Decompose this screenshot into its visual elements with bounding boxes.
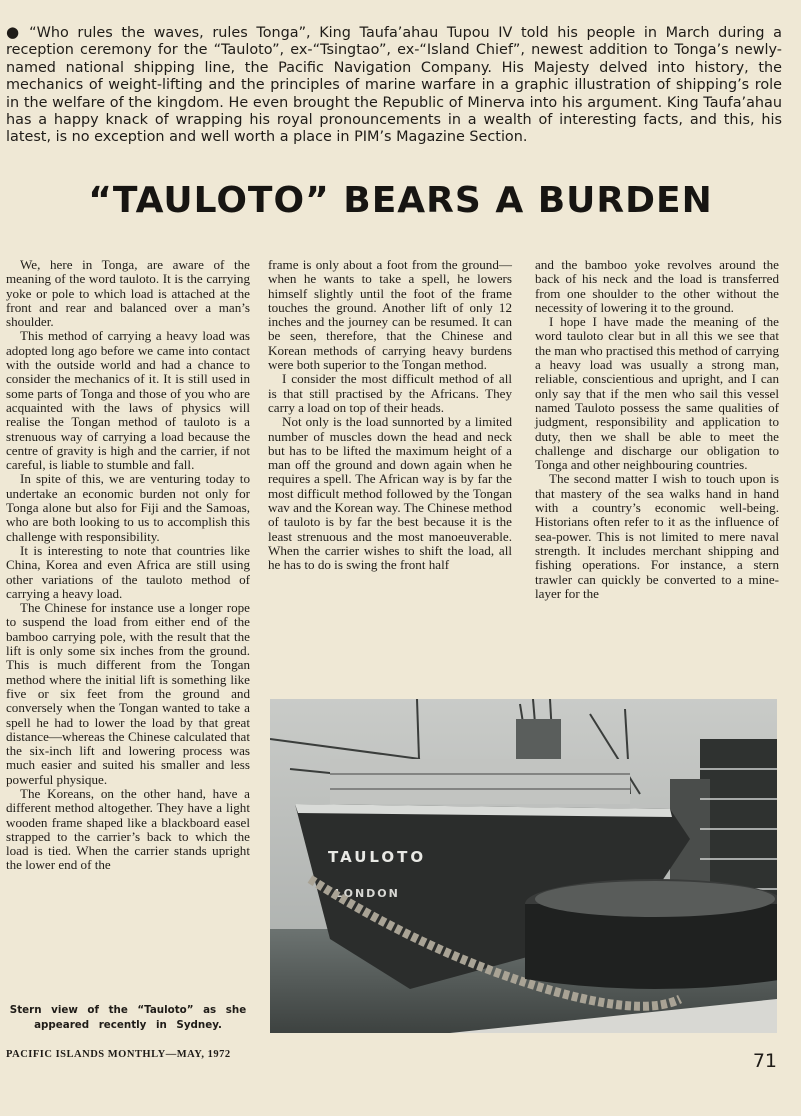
hull-port-text: LONDON bbox=[335, 887, 400, 900]
paragraph: We, here in Tonga, are aware of the meaning of the word tauloto. It is the carrying yoke or pole to which load is attached at the front and rear and balanced over a man’s shoulder. bbox=[6, 257, 250, 330]
paragraph: In spite of this, we are venturing today to undertake an economic burden not only for Tonga alone but also for Fiji and the Samoas, who are both looking to us to accomplish this challenge with responsibility. bbox=[6, 471, 250, 544]
article-column-1 bbox=[6, 258, 250, 986]
article-column-2 bbox=[268, 258, 512, 573]
paragraph: This method of carrying a heavy load was adopted long ago before we came into contact with the outside world and had a chance to consider the mechanics of it. It is still used in some parts of Tonga and those of you who are acquainted with the laws of physics will realise the Tongan method of tauloto is a strenuous way of carrying a load because the centre of gravity is high and the carrier, if not careful, is liable to stumble and fall. bbox=[6, 328, 250, 473]
bullet-icon: ● bbox=[6, 23, 24, 41]
paragraph: Not only is the load sunnorted by a limited number of muscles down the head and neck but has to be lifted the maximum height of a man off the ground and down again when he requires a spell. The African way is by far the most difficult method followed by the Tongan wav and the Korean way. The Chinese method of tauloto is by far the best because it is the least strenuous and the most manoeuverable. When the carrier wishes to shift the load, all he has to do is swing the front half bbox=[268, 414, 512, 573]
publication-footer: PACIFIC ISLANDS MONTHLY—MAY, 1972 bbox=[6, 1049, 231, 1060]
intro-paragraph bbox=[6, 24, 782, 147]
ship-photo bbox=[270, 699, 777, 1033]
paragraph: The Chinese for instance use a longer rope to suspend the load from either end of the bamboo carrying pole, with the result that the lift is only some six inches from the ground. This is much different from the Tongan method where the initial lift is something like five or six feet from the ground and conversely when the Tongan wanted to take a spell he had to lower the load by that great distance—whereas the Chinese calculated that the six-inch lift and lowering process was much easier and suited his smaller and less powerful physique. bbox=[6, 600, 250, 787]
article-headline: “TAULOTO” BEARS A BURDEN bbox=[88, 180, 713, 221]
bollard-cap bbox=[535, 881, 775, 917]
paragraph: frame is only about a foot from the ground—when he wants to take a spell, he lowers himself slightly until the foot of the frame touches the ground. Another lift of only 12 inches and the journey can be resumed. It can be seen, therefore, that the Chinese and Korean methods of carrying heavy burdens were both superior to the Tongan method. bbox=[268, 257, 512, 373]
page-number: 71 bbox=[752, 1050, 777, 1072]
article-column-3 bbox=[535, 258, 779, 601]
paragraph: I hope I have made the meaning of the word tauloto clear but in all this we see that the man who practised this method of carrying a heavy load was usually a strong man, reliable, conscientious and upright, and I can only say that if the men who sail this vessel named Tauloto possess the same qualities of judgment, responsibility and application to duty, then we shall be able to meet the challenge and discharge our obligation to Tonga and other neighbouring countries. bbox=[535, 314, 779, 473]
hull-name-text: TAULOTO bbox=[328, 848, 427, 866]
paragraph: It is interesting to note that countries like China, Korea and even Africa are still using other variations of the tauloto method of carrying a heavy load. bbox=[6, 542, 250, 601]
paragraph: and the bamboo yoke revolves around the back of his neck and the load is transferred from one shoulder to the other without the necessity of lowering it to the ground. bbox=[535, 257, 779, 315]
paragraph: I consider the most difficult method of all is that still practised by the Africans. They carry a load on top of their heads. bbox=[268, 371, 512, 415]
ship-superstructure bbox=[330, 759, 630, 804]
paragraph: The second matter I wish to touch upon is that mastery of the sea walks hand in hand with a country’s economic well-being. Historians often refer to it as the influence of sea-power. This is not limited to mere naval strength. It includes merchant shipping and fishing operations. For instance, a stern trawler can quickly be converted to a mine-layer for the bbox=[535, 471, 779, 601]
ship-illustration bbox=[270, 699, 777, 1033]
paragraph: The Koreans, on the other hand, have a different method altogether. They have a light wooden frame shaped like a blackboard easel strapped to the carrier’s back to which the load is tied. When the carrier stands upright the lower end of the bbox=[6, 785, 250, 873]
intro-text: “Who rules the waves, rules Tonga”, King Taufa’ahau Tupou IV told his people in March during a reception ceremony for the “Tauloto”, ex-“Tsingtao”, ex-“Island Chief”, newest addition to Tonga’s newly-named national shipping line, the Pacific Navigation Company. His Majesty delved into history, the mechanics of weight-lifting and the principles of marine warfare in a graphic illustration of shipping’s role in the welfare of the kingdom. He even brought the Republic of Minerva into his argument. King Taufa’ahau has a happy knack of wrapping his royal pronouncements in a wealth of interesting facts, and this, his latest, is no exception and well worth a place in PIM’s Magazine Section. bbox=[6, 25, 783, 146]
photo-caption: Stern view of the “Tauloto” as she appeared recently in Sydney. bbox=[9, 1004, 247, 1031]
